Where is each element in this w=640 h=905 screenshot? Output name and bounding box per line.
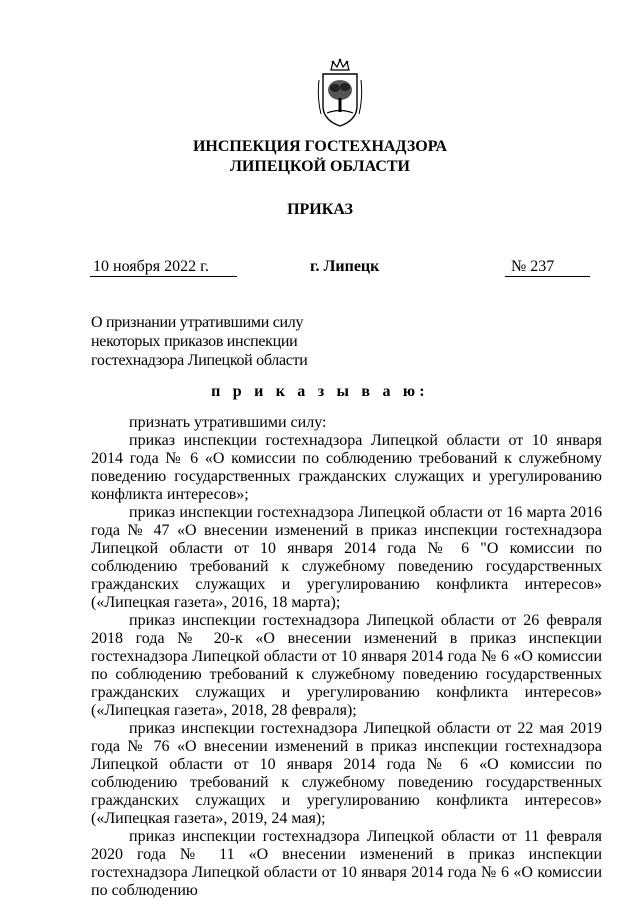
organization-name-line2: ЛИПЕЦКОЙ ОБЛАСТИ — [230, 158, 410, 175]
subject-line: некоторых приказов инспекции — [91, 333, 298, 350]
order-city: г. Липецк — [310, 258, 380, 275]
body-paragraph: признать утратившими силу: — [129, 414, 327, 431]
order-subject — [91, 313, 331, 370]
number-underline — [505, 276, 590, 277]
body-paragraph: приказ инспекции гостехнадзора Липецкой области от 16 марта 2016 года № 47 «О внесении изменений в приказ инспекции гостехнадзора Липецкой области от 10 января 2014 года № 6 "О комиссии по соблюдению требований к служебному поведению государственных гражданских служащих и урегулированию конфликта интересов» («Липецкая газета», 2016, 18 марта); — [91, 504, 602, 611]
organization-name-line1: ИНСПЕКЦИЯ ГОСТЕХНАДЗОРА — [192, 138, 448, 155]
body-paragraph: приказ инспекции гостехнадзора Липецкой области от 11 февраля 2020 года № 11 «О внесении изменений в приказ инспекции гостехнадзора Липецкой области от 10 января 2014 года № 6 «О комиссии по соблюдению — [91, 828, 602, 899]
date-underline — [90, 276, 237, 277]
order-date: 10 ноября 2022 г. — [93, 258, 209, 275]
body-paragraph: приказ инспекции гостехнадзора Липецкой области от 22 мая 2019 года № 76 «О внесении изменений в приказ инспекции гостехнадзора Липецкой области от 10 января 2014 года № 6 «О комиссии по соблюдению требований к служебному поведению государственных гражданских служащих и урегулированию конфликта интересов» («Липецкая газета», 2019, 24 мая); — [91, 720, 602, 827]
subject-line: О признании утратившими силу — [91, 314, 304, 331]
body-paragraph: приказ инспекции гостехнадзора Липецкой области от 10 января 2014 года № 6 «О комиссии по соблюдению требований к служебному поведению государственных гражданских служащих и урегулированию конфликта интересов»; — [91, 432, 602, 503]
coat-of-arms-icon — [317, 58, 363, 130]
subject-line: гостехнадзора Липецкой области — [91, 352, 308, 369]
document-type-title: ПРИКАЗ — [287, 201, 353, 218]
body-paragraph: приказ инспекции гостехнадзора Липецкой области от 26 февраля 2018 года № 20-к «О внесении изменений в приказ инспекции гостехнадзора Липецкой области от 10 января 2014 года № 6 «О комиссии по соблюдению требований к служебному поведению государственных гражданских служащих и урегулированию конфликта интересов» («Липецкая газета», 2018, 28 февраля); — [91, 612, 602, 719]
order-directive: п р и к а з ы в а ю: — [211, 383, 429, 400]
order-body — [91, 414, 602, 900]
order-number: № 237 — [511, 258, 555, 275]
